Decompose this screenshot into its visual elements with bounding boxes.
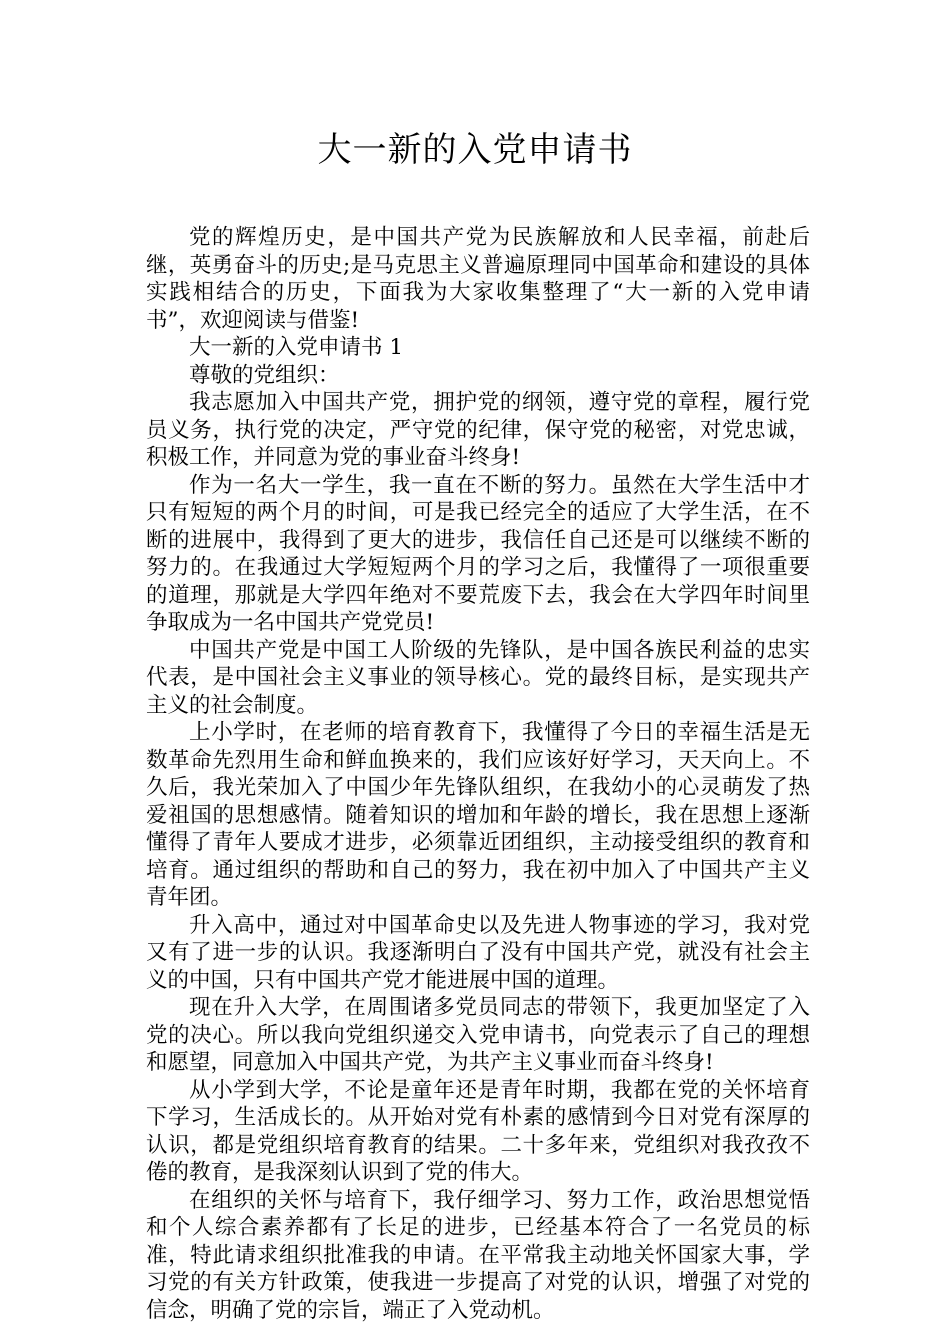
- body-paragraph: 从小学到大学，不论是童年还是青年时期，我都在党的关怀培育下学习，生活成长的。从开始对党有朴素的感情到今日对党有深厚的认识，都是党组织培育教育的结果。二十多年来，党组织对我孜孜不倦的教育，是我深刻认识到了党的伟大。: [146, 1077, 810, 1185]
- body-paragraph: 中国共产党是中国工人阶级的先锋队，是中国各族民利益的忠实代表，是中国社会主义事业的领导核心。党的最终目标，是实现共产主义的社会制度。: [146, 637, 810, 718]
- salutation: 尊敬的党组织：: [189, 362, 340, 388]
- body-paragraph: 在组织的关怀与培育下，我仔细学习、努力工作，政治思想觉悟和个人综合素养都有了长足的进步，已经基本符合了一名党员的标准，特此请求组织批准我的申请。在平常我主动地关怀国家大事，学习党的有关方针政策，使我进一步提高了对党的认识，增强了对党的信念，明确了党的宗旨，端正了入党动机。: [146, 1187, 810, 1323]
- body-paragraph: 升入高中，通过对中国革命史以及先进人物事迹的学习，我对党又有了进一步的认识。我逐渐明白了没有中国共产党，就没有社会主义的中国，只有中国共产党才能进展中国的道理。: [146, 912, 810, 993]
- body-paragraph: 我志愿加入中国共产党，拥护党的纲领，遵守党的章程，履行党员义务，执行党的决定，严守党的纪律，保守党的秘密，对党忠诚，积极工作，并同意为党的事业奋斗终身!: [146, 390, 810, 470]
- section-heading: 大一新的入党申请书 1: [189, 335, 404, 360]
- body-paragraph: 上小学时，在老师的培育教育下，我懂得了今日的幸福生活是无数革命先烈用生命和鲜血换来的，我们应该好好学习，天天向上。不久后，我光荣加入了中国少年先锋队组织，在我幼小的心灵萌发了热爱祖国的思想感情。随着知识的增加和年龄的增长，我在思想上逐渐懂得了青年人要成才进步，必须靠近团组织，主动接受组织的教育和培育。通过组织的帮助和自己的努力，我在初中加入了中国共产主义青年团。: [146, 720, 810, 910]
- body-paragraph: 作为一名大一学生，我一直在不断的努力。虽然在大学生活中才只有短短的两个月的时间，可是我已经完全的适应了大学生活，在不断的进展中，我得到了更大的进步，我信任自己还是可以继续不断的努力的。在我通过大学短短两个月的学习之后，我懂得了一项很重要的道理，那就是大学四年绝对不要荒废下去，我会在大学四年时间里争取成为一名中国共产党党员!: [146, 472, 810, 635]
- body-paragraph: 现在升入大学，在周围诸多党员同志的带领下，我更加坚定了入党的决心。所以我向党组织递交入党申请书，向党表示了自己的理想和愿望，同意加入中国共产党，为共产主义事业而奋斗终身!: [146, 995, 810, 1075]
- intro-paragraph: 党的辉煌历史，是中国共产党为民族解放和人民幸福，前赴后继，英勇奋斗的历史;是马克思主义普遍原理同中国革命和建设的具体实践相结合的历史，下面我为大家收集整理了“大一新的入党申请书”，欢迎阅读与借鉴!: [146, 225, 810, 333]
- document-title: 大一新的入党申请书: [317, 130, 633, 170]
- document-body: [146, 224, 810, 1324]
